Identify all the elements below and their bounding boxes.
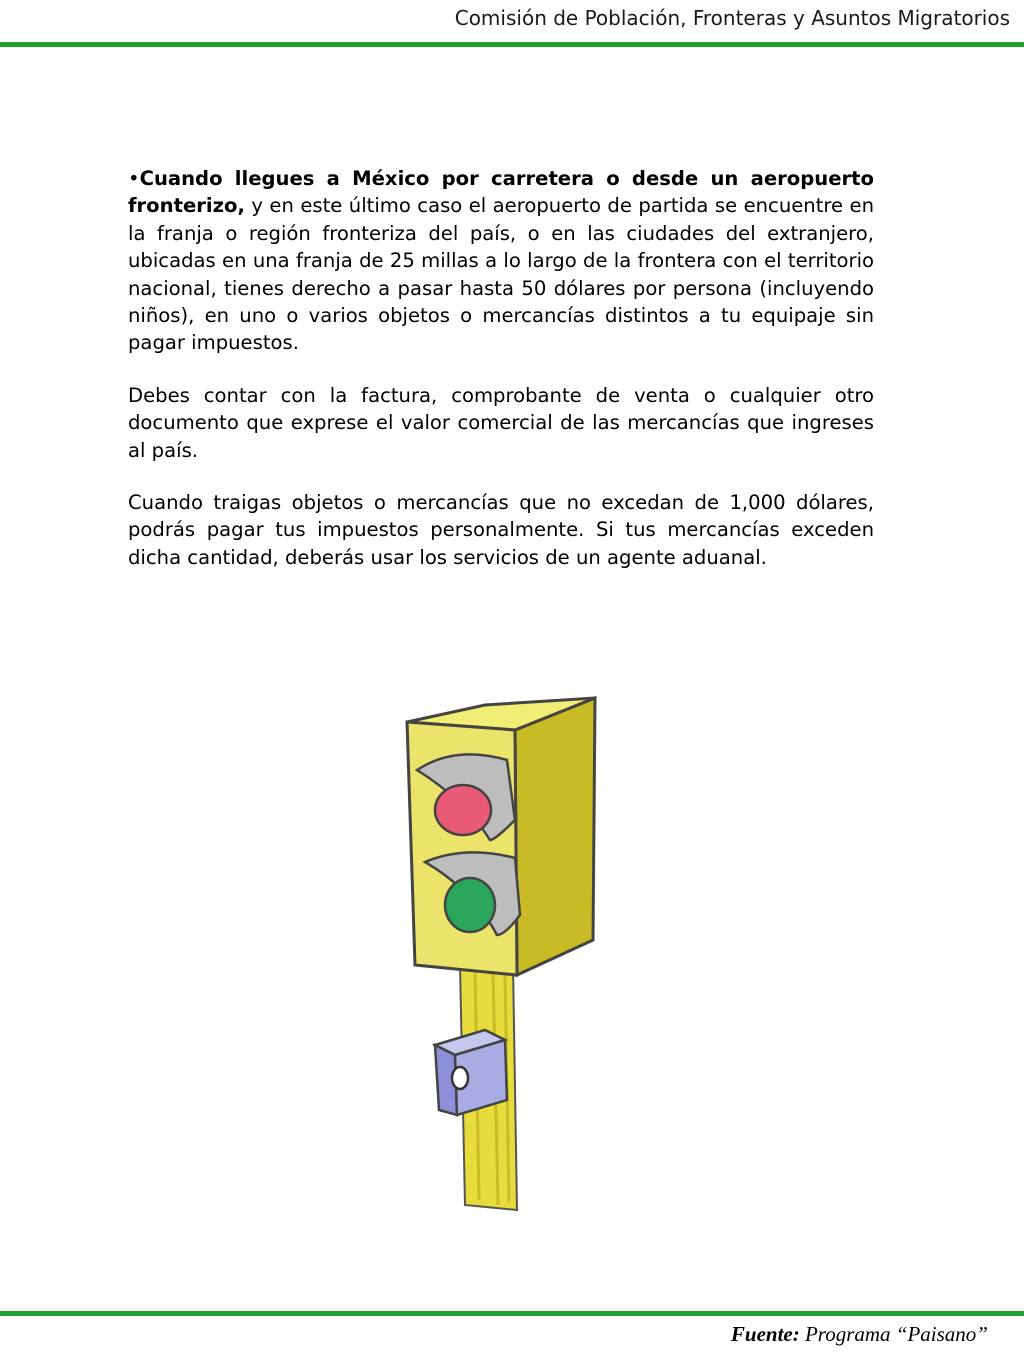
paragraph-3: Cuando traigas objetos o mercancías que no excedan de 1,000 dólares, podrás pagar tus impuestos personalmente. Si tus mercancías exceden dicha cantidad, deberás usar los servicios de un agente aduanal. <box>128 491 874 569</box>
paragraph-1-text: y en este último caso el aeropuerto de partida se encuentre en la franja o región fronteriza del país, o en las ciudades del extranjero, ubicadas en una franja de 25 millas a lo largo de la frontera con el territorio nacional, tienes derecho a pasar hasta 50 dólares por persona (incluyendo niños), en uno o varios objetos o mercancías distintos a tu equipaje sin pagar impuestos. <box>128 194 874 355</box>
bullet: • <box>128 167 140 190</box>
header-title: Comisión de Población, Fronteras y Asuntos Migratorios <box>454 6 1010 30</box>
red-lamp-icon <box>435 785 491 835</box>
footer-rule <box>0 1311 1024 1316</box>
main-content <box>128 165 874 596</box>
footer-label: Fuente: <box>730 1322 800 1346</box>
footer-source <box>731 1322 988 1347</box>
paragraph-1-bold: Cuando llegues a México por carretera o desde un aeropuerto fronterizo, <box>128 167 874 218</box>
traffic-light-side <box>515 698 595 975</box>
green-lamp-icon <box>445 878 495 932</box>
traffic-light-illustration <box>395 690 615 1220</box>
footer-source-text: Programa “Paisano” <box>799 1322 988 1346</box>
paragraph-2: Debes contar con la factura, comprobante de venta o cualquier otro documento que exprese el valor comercial de las mercancías que ingreses al país. <box>128 383 874 462</box>
header-rule <box>0 42 1024 47</box>
paragraph-1 <box>128 165 874 357</box>
push-button-icon <box>452 1067 468 1089</box>
